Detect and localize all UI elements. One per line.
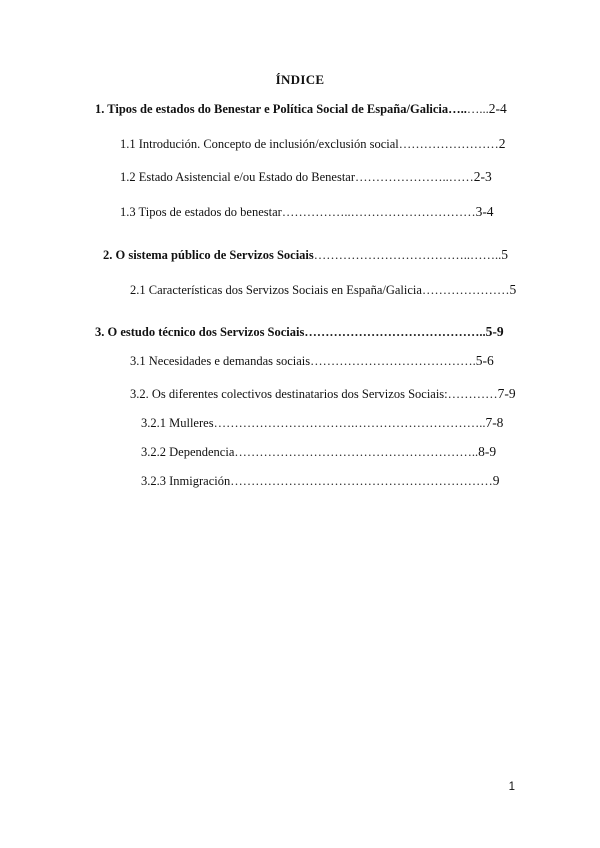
toc-entry-leader: …………………… (398, 137, 499, 151)
toc-entry-leader: …………………..…… (355, 170, 474, 184)
toc-entry-leader: …………………………….………………………….. (213, 416, 486, 430)
toc-entry-2 (103, 247, 508, 263)
toc-entry-leader: ………………………………..…….. (313, 248, 502, 262)
toc-entry-label: 2. O sistema público de Servizos Sociais (103, 248, 314, 262)
toc-entry-leader: ………… (447, 387, 498, 401)
toc-entry-3-2 (130, 386, 516, 402)
toc-entry-page: 5 (509, 282, 517, 297)
toc-entry-1 (95, 101, 507, 117)
toc-entry-leader: ………………………………………………….. (234, 445, 479, 459)
toc-entry-label: 3.2.3 Inmigración (141, 474, 231, 488)
toc-entry-leader: ……………………………………………………… (230, 474, 493, 488)
toc-entry-3-2-1 (141, 415, 503, 431)
toc-entry-label: 3.2. Os diferentes colectivos destinatarios dos Servizos Sociais: (130, 387, 448, 401)
toc-entry-page: 3-4 (475, 204, 494, 219)
toc-entry-leader: …………………………………….. (304, 325, 486, 339)
toc-entry-page: 7-8 (485, 415, 504, 430)
toc-entry-page: 2-4 (488, 101, 507, 116)
page-number: 1 (508, 781, 515, 793)
toc-entry-3 (95, 324, 504, 340)
toc-entry-label: 3.2.2 Dependencia (141, 445, 235, 459)
toc-entry-page: 5-6 (475, 353, 494, 368)
toc-entry-label: 1. Tipos de estados do Benestar e Política Social de España/Galicia….. (95, 102, 467, 116)
toc-entry-leader: ……………..………………………… (281, 205, 476, 219)
toc-entry-3-1 (130, 353, 494, 369)
index-title: ÍNDICE (275, 72, 325, 87)
toc-entry-2-1 (130, 282, 516, 298)
toc-entry-page: 5-9 (485, 324, 504, 339)
toc-entry-label: 1.1 Introdución. Concepto de inclusión/exclusión social (120, 137, 399, 151)
toc-entry-1-2 (120, 169, 492, 185)
toc-entry-page: 2 (498, 136, 506, 151)
toc-entry-3-2-2 (141, 444, 496, 460)
toc-entry-label: 1.2 Estado Asistencial e/ou Estado do Benestar (120, 170, 356, 184)
toc-entry-page: 7-9 (497, 386, 516, 401)
toc-entry-page: 8-9 (478, 444, 497, 459)
toc-entry-3-2-3 (141, 473, 499, 489)
toc-entry-leader: ………………… (421, 283, 510, 297)
toc-entry-leader: …………………………………. (310, 354, 476, 368)
toc-entry-leader: …... (466, 102, 489, 116)
toc-entry-label: 3. O estudo técnico dos Servizos Sociais (95, 325, 305, 339)
toc-entry-label: 3.2.1 Mulleres (141, 416, 214, 430)
toc-entry-page: 2-3 (473, 169, 492, 184)
toc-entry-1-3 (120, 204, 494, 220)
toc-entry-page: 5 (501, 247, 509, 262)
toc-entry-1-1 (120, 136, 506, 152)
toc-entry-label: 2.1 Características dos Servizos Sociais en España/Galicia (130, 283, 422, 297)
toc-entry-label: 3.1 Necesidades e demandas sociais (130, 354, 311, 368)
toc-entry-label: 1.3 Tipos de estados do benestar (120, 205, 282, 219)
toc-entry-page: 9 (492, 473, 500, 488)
